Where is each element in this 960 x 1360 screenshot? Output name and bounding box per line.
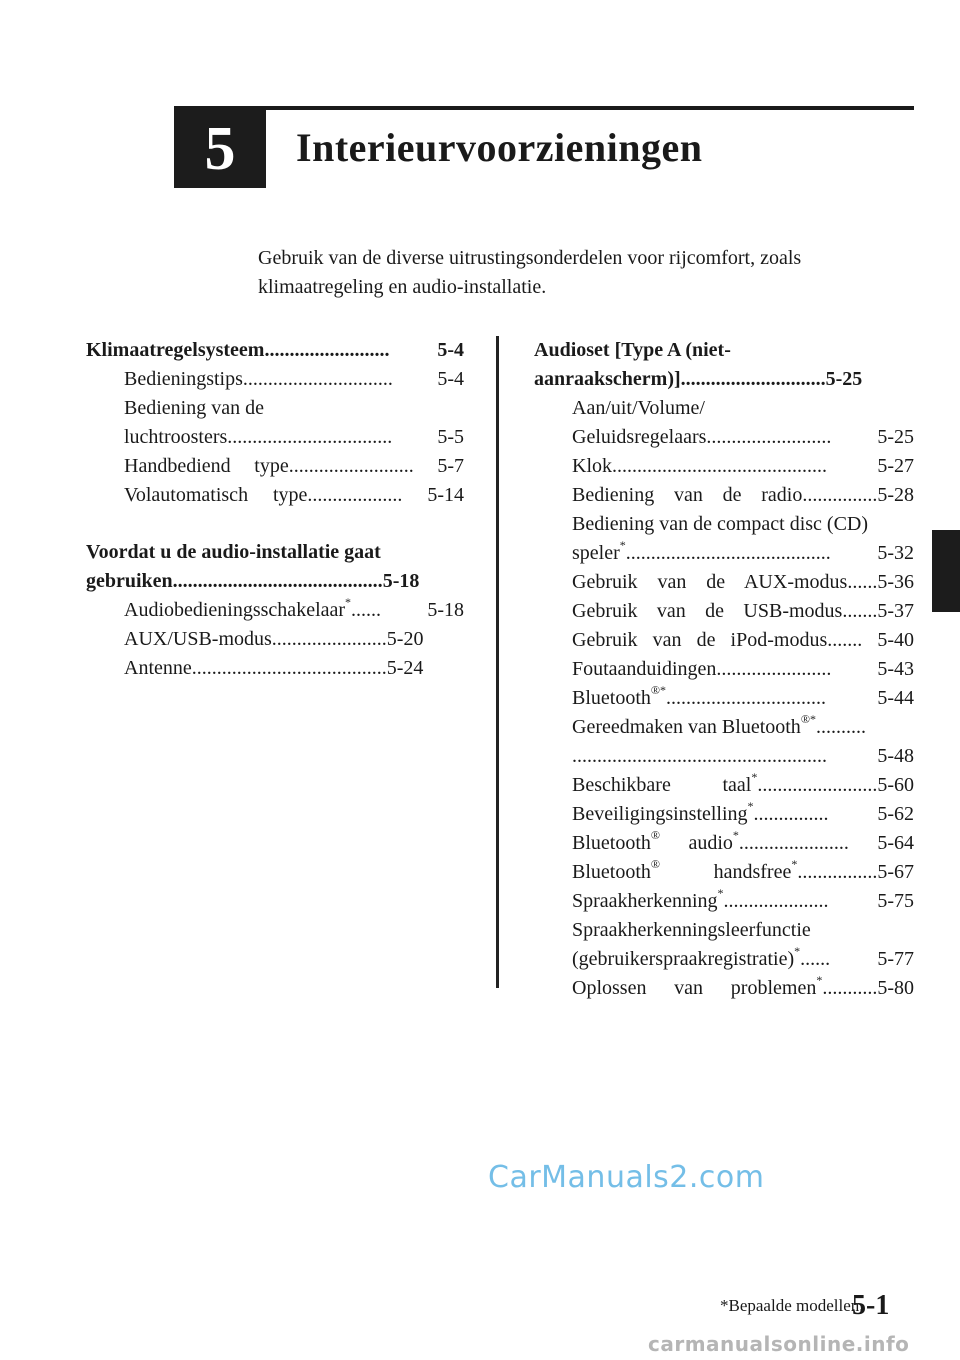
chapter-intro: Gebruik van de diverse uitrustingsonderdelen voor rijcomfort, zoals klimaatregeling en audio-installatie. — [258, 247, 802, 298]
toc-entry[interactable]: Bluetooth® handsfree*................5-67 — [572, 857, 914, 883]
toc-entry[interactable]: Spraakherkenning*..................... 5-75 — [572, 886, 914, 912]
toc-entry-line: Bediening van de — [124, 397, 264, 419]
chapter-number-badge — [174, 110, 266, 188]
column-divider — [496, 336, 499, 988]
toc-entry-line: Gereedmaken van Bluetooth®*.......... — [572, 712, 866, 738]
footnote: *Bepaalde modellen. — [720, 1296, 864, 1315]
chapter-thumb-tab — [932, 530, 960, 612]
registered-mark: ® — [800, 712, 810, 727]
toc-entry[interactable]: Audiobedieningsschakelaar*...... 5-18 — [124, 595, 464, 621]
footnote-star: * — [732, 828, 739, 843]
toc-entry[interactable]: speler*......................................... 5-32 — [572, 538, 914, 564]
registered-mark: ® — [650, 683, 661, 698]
toc-entry-line: Bediening van de compact disc (CD) — [572, 513, 869, 535]
footnote-star: * — [345, 595, 352, 610]
toc-section-heading-line: Audioset [Type A (niet- — [534, 339, 731, 361]
toc-entry[interactable]: Foutaanduidingen....................... 5-43 — [572, 658, 914, 680]
footnote-star: * — [747, 799, 754, 814]
toc-entry[interactable]: Gebruik van de AUX-modus......5-36 — [572, 571, 914, 593]
footnote-star: * — [660, 683, 667, 698]
toc-entry[interactable]: Antenne.......................................5-24 — [124, 657, 424, 679]
toc-right-column — [534, 336, 914, 1003]
footnote-star: * — [816, 973, 823, 988]
toc-section-heading[interactable]: Klimaatregelsysteem......................... 5-4 — [86, 339, 464, 361]
toc-entry[interactable]: Bediening van de radio...............5-28 — [572, 484, 914, 506]
site-watermark: carmanualsonline.info — [648, 1332, 910, 1356]
footnote-star: * — [751, 770, 758, 785]
toc-section-heading[interactable]: gebruiken..........................................5-18 — [86, 570, 420, 592]
toc-entry[interactable]: Beschikbare taal*........................5-60 — [572, 770, 914, 796]
toc-entry-line: Spraakherkenningsleerfunctie — [572, 919, 811, 941]
carmanuals-watermark: CarManuals2.com — [488, 1160, 765, 1195]
toc-entry[interactable]: (gebruikerspraakregistratie)*...... 5-77 — [572, 944, 914, 970]
chapter-number: 5 — [204, 115, 236, 183]
toc-entry[interactable]: luchtroosters................................. 5-5 — [124, 426, 464, 448]
toc-entry[interactable]: Gebruik van de iPod-modus....... 5-40 — [572, 629, 914, 651]
toc-entry-line: Aan/uit/Volume/ — [572, 397, 705, 419]
toc-entry[interactable]: Gebruik van de USB-modus.......5-37 — [572, 600, 914, 622]
footnote-star: * — [809, 712, 816, 727]
toc-entry[interactable]: ................................................... 5-48 — [572, 745, 914, 767]
footnote-star: * — [717, 886, 724, 901]
toc-left-column — [86, 336, 464, 683]
footnote-star: * — [619, 538, 626, 553]
page-number: 5-1 — [852, 1290, 890, 1321]
toc-entry[interactable]: Bluetooth®*................................ 5-44 — [572, 683, 914, 709]
toc-entry[interactable]: Bedieningstips.............................. 5-4 — [124, 368, 464, 390]
toc-entry[interactable]: AUX/USB-modus.......................5-20 — [124, 628, 424, 650]
footnote-star: * — [791, 857, 798, 872]
toc-entry[interactable]: Beveiligingsinstelling*............... 5-62 — [572, 799, 914, 825]
header-rule — [174, 106, 914, 110]
toc-entry[interactable]: Volautomatisch type................... 5-14 — [124, 484, 465, 506]
toc-entry[interactable]: Oplossen van problemen*...........5-80 — [572, 973, 914, 999]
toc-entry[interactable]: Geluidsregelaars......................... 5-25 — [572, 426, 914, 448]
registered-mark: ® — [650, 828, 661, 843]
toc-entry[interactable]: Handbediend type......................... 5-7 — [124, 455, 464, 477]
registered-mark: ® — [650, 857, 661, 872]
toc-section-heading[interactable]: aanraakscherm)].............................5-25 — [534, 368, 863, 390]
chapter-title: Interieurvoorzieningen — [296, 125, 703, 170]
toc-section-heading-line: Voordat u de audio-installatie gaat — [86, 541, 381, 563]
footnote-star: * — [794, 944, 801, 959]
toc-entry[interactable]: Bluetooth® audio*...................... 5-64 — [572, 828, 914, 854]
toc-entry[interactable]: Klok........................................... 5-27 — [572, 455, 914, 477]
section-gap — [86, 510, 464, 538]
